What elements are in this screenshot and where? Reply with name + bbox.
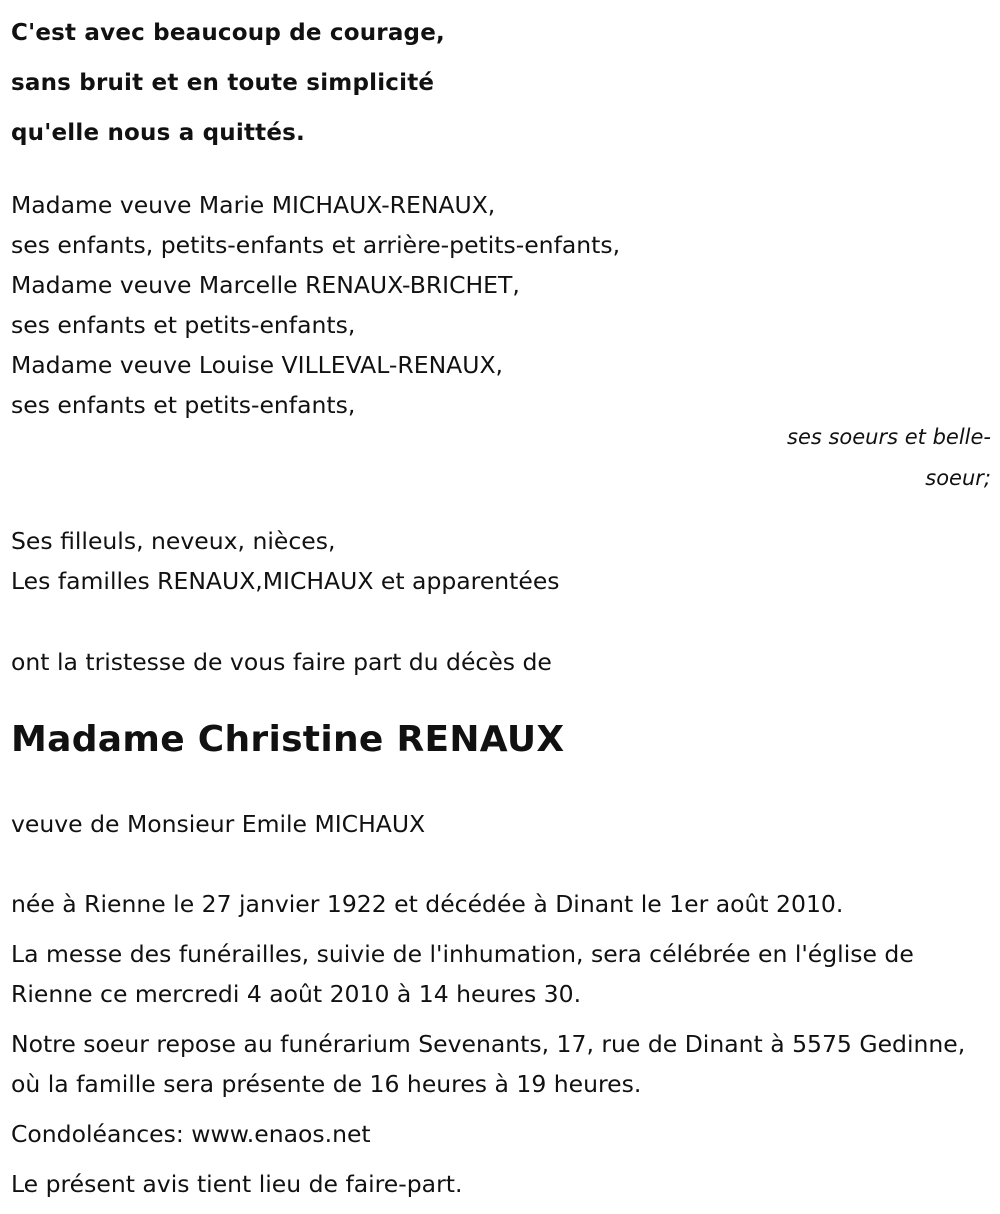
family-line: Madame veuve Marie MICHAUX-RENAUX, (11, 191, 496, 219)
spouse-line: veuve de Monsieur Emile MICHAUX (11, 810, 426, 838)
relatives-line: Les familles RENAUX,MICHAUX et apparentées (11, 567, 560, 595)
funeral-home-paragraph: Notre soeur repose au funérarium Sevenants, 17, rue de Dinant à 5575 Gedinne, où la famille sera présente de 16 heures à 19 heures. (11, 1030, 966, 1098)
funeral-paragraph: La messe des funérailles, suivie de l'inhumation, sera célébrée en l'église de Rienne ce mercredi 4 août 2010 à 14 heures 30. (11, 940, 914, 1008)
intro-text (11, 0, 991, 158)
family-line: ses enfants et petits-enfants, (11, 311, 356, 339)
intro-line: qu'elle nous a quittés. (11, 120, 305, 146)
family-line: ses enfants, petits-enfants et arrière-petits-enfants, (11, 231, 621, 259)
obituary-notice (11, 0, 991, 1214)
sisters-note-line: ses soeurs et belle- (787, 425, 991, 449)
sisters-note-line: soeur; (925, 466, 991, 490)
intro-line: sans bruit et en toute simplicité (11, 70, 435, 96)
birth-death-paragraph: née à Rienne le 27 janvier 1922 et décédée à Dinant le 1er août 2010. (11, 890, 844, 918)
announcement-text: ont la tristesse de vous faire part du décès de (11, 648, 552, 676)
family-line: ses enfants et petits-enfants, (11, 391, 356, 419)
relatives-line: Ses filleuls, neveux, nièces, (11, 527, 336, 555)
family-line: Madame veuve Louise VILLEVAL-RENAUX, (11, 351, 504, 379)
deceased-name: Madame Christine RENAUX (11, 719, 565, 760)
intro-line: C'est avec beaucoup de courage, (11, 20, 445, 46)
family-line: Madame veuve Marcelle RENAUX-BRICHET, (11, 271, 520, 299)
condolences-paragraph: Condoléances: www.enaos.net (11, 1120, 371, 1148)
details-section (11, 884, 991, 1204)
sisters-note (11, 417, 991, 499)
family-list (11, 185, 991, 425)
notice-paragraph: Le présent avis tient lieu de faire-part. (11, 1170, 463, 1198)
relatives-list (11, 521, 991, 601)
